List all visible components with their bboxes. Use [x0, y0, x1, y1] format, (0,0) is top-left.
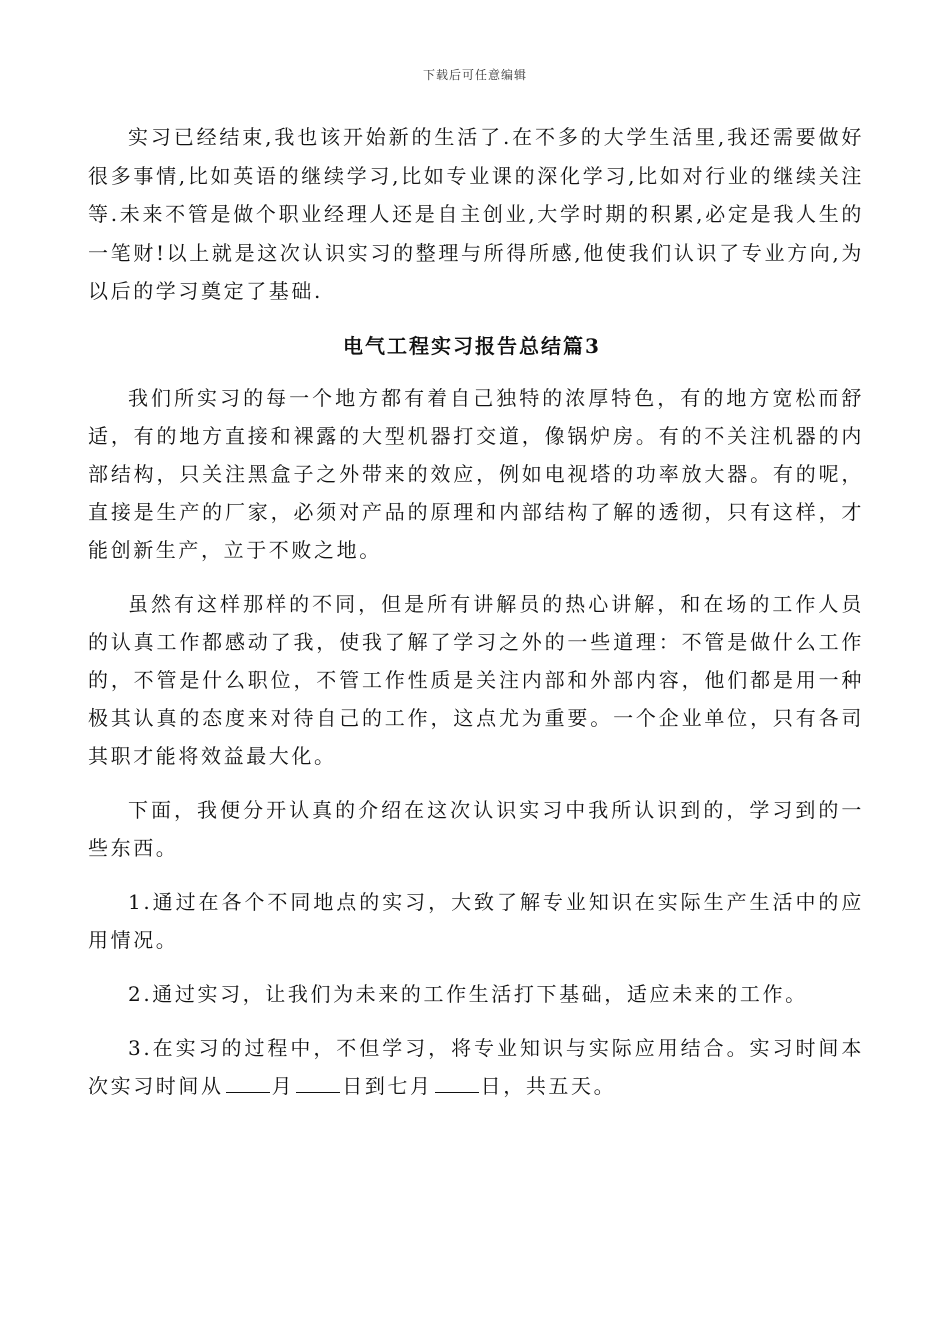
paragraph-6-part1: 3.在实习的过程中，不但学习，将专业知识与实际应用结合。实习时间本次实习时间从: [88, 1035, 864, 1098]
paragraph-6-part3: 日到七月: [342, 1073, 433, 1098]
paragraph-6-part2: 月: [271, 1073, 295, 1098]
paragraph-4: 1.通过在各个不同地点的实习，大致了解专业知识在实际生产生活中的应用情况。: [88, 889, 864, 952]
section-title: 电气工程实习报告总结篇3: [343, 333, 601, 358]
paragraph-6: [88, 1029, 864, 1105]
paragraph-1: 我们所实习的每一个地方都有着自己独特的浓厚特色，有的地方宽松而舒适，有的地方直接和裸露的大型机器打交道，像锅炉房。有的不关注机器的内部结构，只关注黑盒子之外带来的效应，例如电视塔的功率放大器。有的呢，直接是生产的厂家，必须对产品的原理和内部结构了解的透彻，只有这样，才能创新生产，立于不败之地。: [88, 385, 864, 562]
paragraph-2: 虽然有这样那样的不同，但是所有讲解员的热心讲解，和在场的工作人员的认真工作都感动了我，使我了解了学习之外的一些道理：不管是做什么工作的，不管是什么职位，不管工作性质是关注内部和外部内容，他们都是用一种极其认真的态度来对待自己的工作，这点尤为重要。一个企业单位，只有各司其职才能将效益最大化。: [88, 591, 864, 768]
paragraph-3: 下面，我便分开认真的介绍在这次认识实习中我所认识到的，学习到的一些东西。: [88, 797, 864, 860]
document-body: [88, 118, 864, 1105]
paragraph-6-part4: 日，共五天。: [480, 1073, 617, 1098]
header-note: 下载后可任意编辑: [422, 68, 527, 82]
paragraph-5: 2.通过实习，让我们为未来的工作生活打下基础，适应未来的工作。: [128, 981, 808, 1006]
blank-fill: [296, 1072, 340, 1093]
blank-fill: [226, 1072, 270, 1093]
blank-fill: [435, 1072, 479, 1093]
intro-paragraph: 实习已经结束,我也该开始新的生活了.在不多的大学生活里,我还需要做好很多事情,比如英语的继续学习,比如专业课的深化学习,比如对行业的继续关注等.未来不管是做个职业经理人还是自主创业,大学时期的积累,必定是我人生的一笔财!以上就是这次认识实习的整理与所得所感,他使我们认识了专业方向,为以后的学习奠定了基础.: [88, 125, 864, 303]
